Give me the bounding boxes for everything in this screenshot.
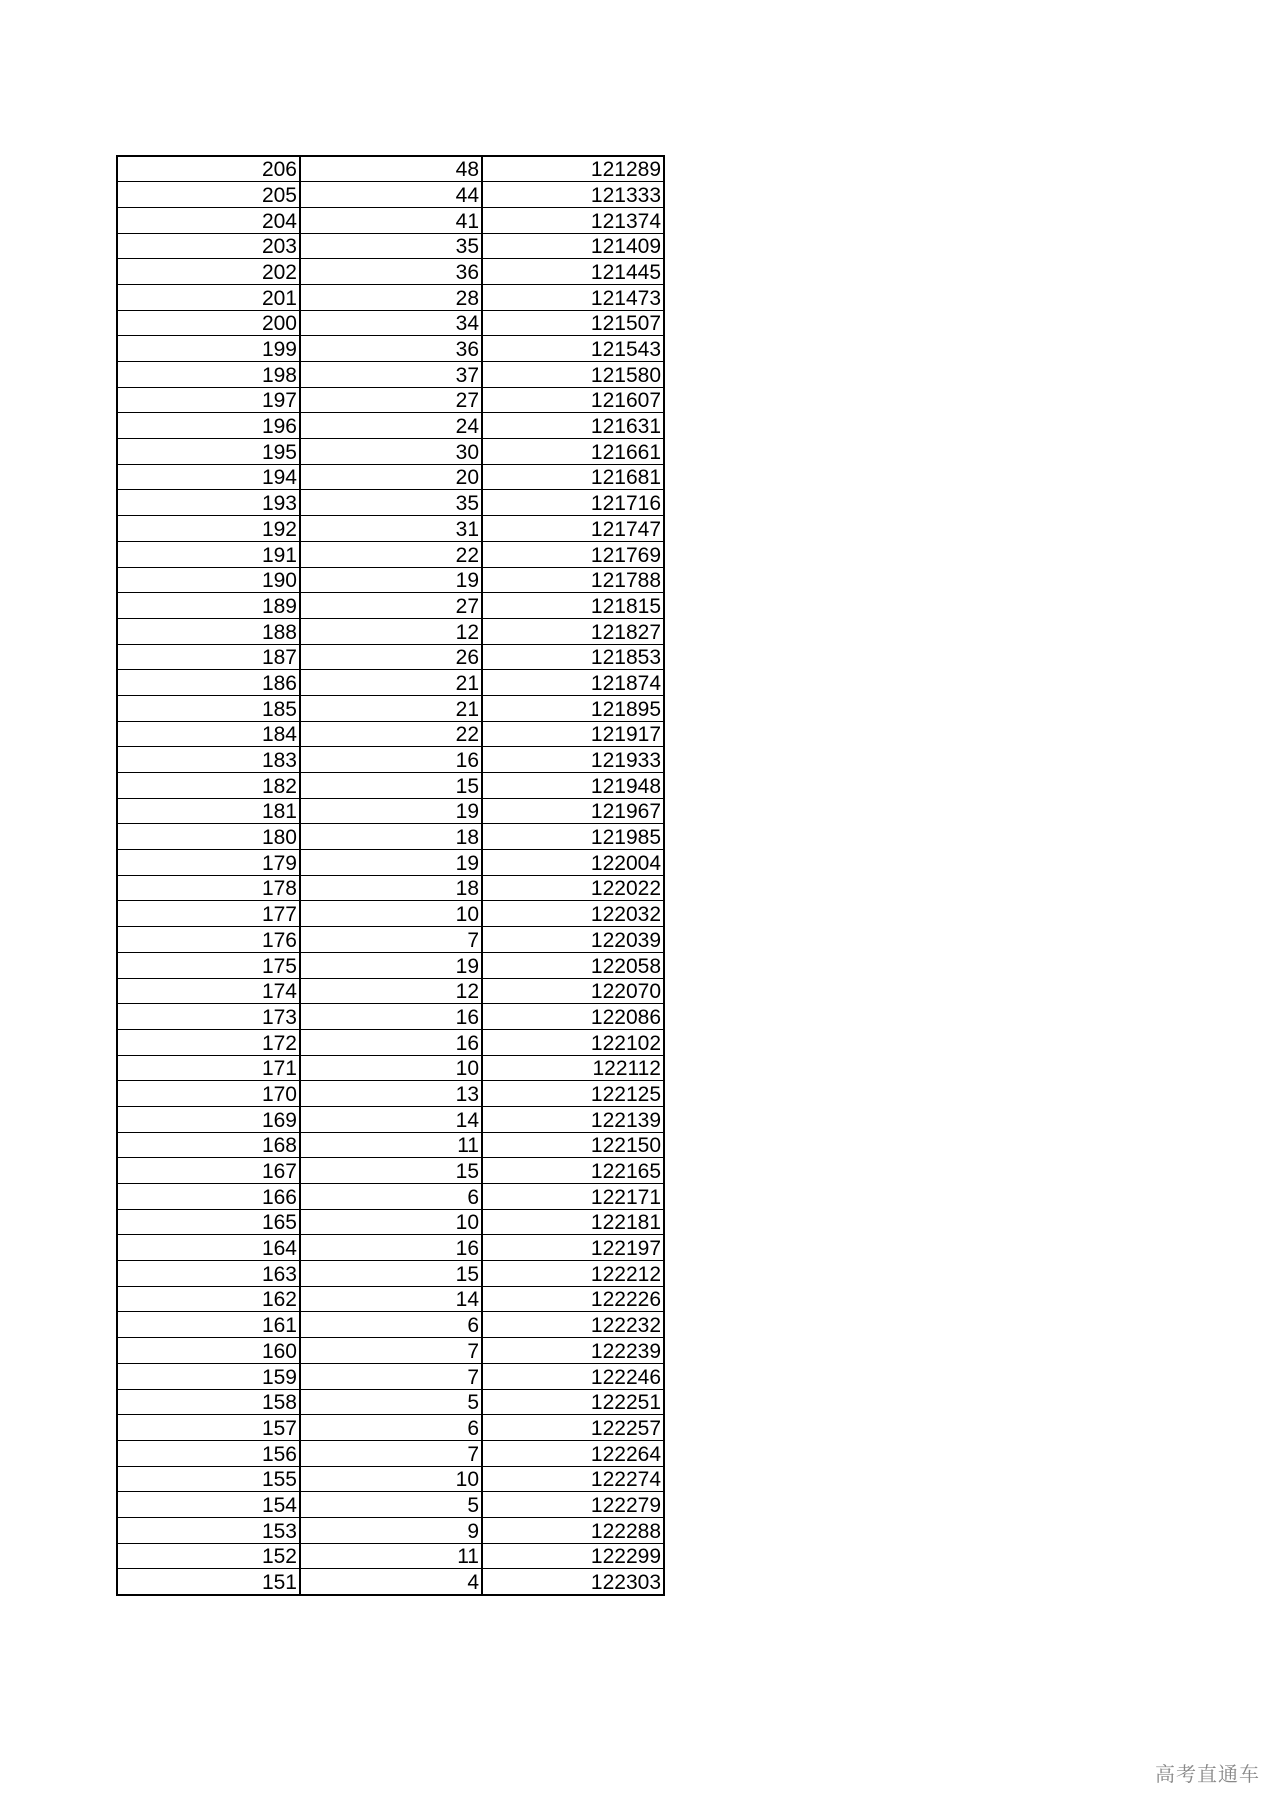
score-cell: 173 <box>117 1004 300 1030</box>
count-cell: 16 <box>300 747 482 773</box>
table-row <box>117 798 664 824</box>
cumulative-cell: 121409 <box>482 233 664 259</box>
table-row <box>117 1389 664 1415</box>
count-cell: 15 <box>300 1158 482 1184</box>
table-row <box>117 1158 664 1184</box>
count-cell: 36 <box>300 336 482 362</box>
cumulative-cell: 121874 <box>482 670 664 696</box>
score-cell: 195 <box>117 439 300 465</box>
cumulative-cell: 122246 <box>482 1363 664 1389</box>
count-cell: 9 <box>300 1517 482 1543</box>
count-cell: 11 <box>300 1543 482 1569</box>
table-row <box>117 593 664 619</box>
cumulative-cell: 122171 <box>482 1184 664 1210</box>
count-cell: 22 <box>300 721 482 747</box>
cumulative-cell: 121607 <box>482 387 664 413</box>
count-cell: 21 <box>300 670 482 696</box>
table-row <box>117 1209 664 1235</box>
cumulative-cell: 122039 <box>482 927 664 953</box>
table-row <box>117 1029 664 1055</box>
cumulative-cell: 121374 <box>482 207 664 233</box>
table-row <box>117 901 664 927</box>
count-cell: 41 <box>300 207 482 233</box>
table-row <box>117 259 664 285</box>
count-cell: 19 <box>300 952 482 978</box>
table-row <box>117 413 664 439</box>
table-row <box>117 747 664 773</box>
score-cell: 152 <box>117 1543 300 1569</box>
count-cell: 10 <box>300 1466 482 1492</box>
table-row <box>117 336 664 362</box>
count-cell: 10 <box>300 1209 482 1235</box>
count-cell: 6 <box>300 1415 482 1441</box>
table-row <box>117 773 664 799</box>
table-row <box>117 1106 664 1132</box>
score-cell: 201 <box>117 284 300 310</box>
cumulative-cell: 121289 <box>482 156 664 182</box>
score-cell: 169 <box>117 1106 300 1132</box>
score-cell: 180 <box>117 824 300 850</box>
table-row <box>117 1004 664 1030</box>
table-body <box>117 156 664 1595</box>
table-row <box>117 516 664 542</box>
score-cell: 171 <box>117 1055 300 1081</box>
count-cell: 15 <box>300 773 482 799</box>
cumulative-cell: 122004 <box>482 850 664 876</box>
count-cell: 7 <box>300 1363 482 1389</box>
count-cell: 7 <box>300 927 482 953</box>
score-cell: 202 <box>117 259 300 285</box>
table-row <box>117 1363 664 1389</box>
table-row <box>117 1517 664 1543</box>
count-cell: 48 <box>300 156 482 182</box>
score-cell: 161 <box>117 1312 300 1338</box>
table-row <box>117 1286 664 1312</box>
count-cell: 26 <box>300 644 482 670</box>
score-cell: 206 <box>117 156 300 182</box>
score-cell: 179 <box>117 850 300 876</box>
cumulative-cell: 121661 <box>482 439 664 465</box>
score-cell: 189 <box>117 593 300 619</box>
score-cell: 172 <box>117 1029 300 1055</box>
count-cell: 13 <box>300 1081 482 1107</box>
count-cell: 44 <box>300 182 482 208</box>
score-cell: 153 <box>117 1517 300 1543</box>
count-cell: 30 <box>300 439 482 465</box>
cumulative-cell: 122102 <box>482 1029 664 1055</box>
cumulative-cell: 122086 <box>482 1004 664 1030</box>
count-cell: 22 <box>300 541 482 567</box>
count-cell: 24 <box>300 413 482 439</box>
cumulative-cell: 122197 <box>482 1235 664 1261</box>
cumulative-cell: 122274 <box>482 1466 664 1492</box>
score-cell: 170 <box>117 1081 300 1107</box>
table-row <box>117 284 664 310</box>
cumulative-cell: 122058 <box>482 952 664 978</box>
table-row <box>117 644 664 670</box>
score-table <box>116 155 665 1596</box>
count-cell: 35 <box>300 233 482 259</box>
cumulative-cell: 122125 <box>482 1081 664 1107</box>
count-cell: 21 <box>300 695 482 721</box>
score-cell: 193 <box>117 490 300 516</box>
table-row <box>117 362 664 388</box>
table-row <box>117 464 664 490</box>
score-cell: 183 <box>117 747 300 773</box>
table-row <box>117 1261 664 1287</box>
score-cell: 186 <box>117 670 300 696</box>
cumulative-cell: 121507 <box>482 310 664 336</box>
score-cell: 200 <box>117 310 300 336</box>
cumulative-cell: 121631 <box>482 413 664 439</box>
cumulative-cell: 122181 <box>482 1209 664 1235</box>
score-cell: 187 <box>117 644 300 670</box>
cumulative-cell: 122212 <box>482 1261 664 1287</box>
table-row <box>117 952 664 978</box>
cumulative-cell: 122022 <box>482 875 664 901</box>
cumulative-cell: 121933 <box>482 747 664 773</box>
count-cell: 16 <box>300 1235 482 1261</box>
cumulative-cell: 121827 <box>482 618 664 644</box>
count-cell: 27 <box>300 387 482 413</box>
count-cell: 34 <box>300 310 482 336</box>
score-cell: 156 <box>117 1440 300 1466</box>
table-row <box>117 1184 664 1210</box>
table-row <box>117 927 664 953</box>
count-cell: 16 <box>300 1029 482 1055</box>
score-cell: 167 <box>117 1158 300 1184</box>
table-row <box>117 1338 664 1364</box>
count-cell: 28 <box>300 284 482 310</box>
table-row <box>117 310 664 336</box>
watermark: 高考直通车 <box>1155 1762 1260 1786</box>
cumulative-cell: 121333 <box>482 182 664 208</box>
count-cell: 36 <box>300 259 482 285</box>
score-cell: 157 <box>117 1415 300 1441</box>
table-row <box>117 233 664 259</box>
cumulative-cell: 121895 <box>482 695 664 721</box>
score-cell: 159 <box>117 1363 300 1389</box>
count-cell: 20 <box>300 464 482 490</box>
table-row <box>117 1132 664 1158</box>
cumulative-cell: 122070 <box>482 978 664 1004</box>
score-cell: 162 <box>117 1286 300 1312</box>
cumulative-cell: 121967 <box>482 798 664 824</box>
table-row <box>117 1440 664 1466</box>
score-cell: 203 <box>117 233 300 259</box>
score-cell: 190 <box>117 567 300 593</box>
table-row <box>117 439 664 465</box>
score-cell: 185 <box>117 695 300 721</box>
table-row <box>117 567 664 593</box>
score-cell: 184 <box>117 721 300 747</box>
cumulative-cell: 121716 <box>482 490 664 516</box>
table-row <box>117 1543 664 1569</box>
cumulative-cell: 121948 <box>482 773 664 799</box>
table-row <box>117 1466 664 1492</box>
table-row <box>117 1081 664 1107</box>
count-cell: 19 <box>300 850 482 876</box>
score-cell: 199 <box>117 336 300 362</box>
cumulative-cell: 122139 <box>482 1106 664 1132</box>
count-cell: 4 <box>300 1569 482 1595</box>
cumulative-cell: 122257 <box>482 1415 664 1441</box>
cumulative-cell: 121815 <box>482 593 664 619</box>
score-cell: 163 <box>117 1261 300 1287</box>
cumulative-cell: 121788 <box>482 567 664 593</box>
count-cell: 10 <box>300 901 482 927</box>
cumulative-cell: 122226 <box>482 1286 664 1312</box>
score-cell: 174 <box>117 978 300 1004</box>
count-cell: 27 <box>300 593 482 619</box>
cumulative-cell: 122264 <box>482 1440 664 1466</box>
cumulative-cell: 121445 <box>482 259 664 285</box>
table-row <box>117 182 664 208</box>
table-row <box>117 695 664 721</box>
score-cell: 175 <box>117 952 300 978</box>
count-cell: 18 <box>300 875 482 901</box>
count-cell: 11 <box>300 1132 482 1158</box>
count-cell: 16 <box>300 1004 482 1030</box>
table-row <box>117 721 664 747</box>
table-row <box>117 978 664 1004</box>
cumulative-cell: 122112 <box>482 1055 664 1081</box>
count-cell: 31 <box>300 516 482 542</box>
count-cell: 12 <box>300 978 482 1004</box>
score-cell: 155 <box>117 1466 300 1492</box>
score-cell: 181 <box>117 798 300 824</box>
score-cell: 198 <box>117 362 300 388</box>
score-cell: 154 <box>117 1492 300 1518</box>
count-cell: 14 <box>300 1286 482 1312</box>
count-cell: 6 <box>300 1312 482 1338</box>
count-cell: 19 <box>300 567 482 593</box>
table-row <box>117 1312 664 1338</box>
cumulative-cell: 121853 <box>482 644 664 670</box>
count-cell: 35 <box>300 490 482 516</box>
score-cell: 192 <box>117 516 300 542</box>
score-cell: 188 <box>117 618 300 644</box>
table-row <box>117 387 664 413</box>
cumulative-cell: 121917 <box>482 721 664 747</box>
score-cell: 151 <box>117 1569 300 1595</box>
score-cell: 177 <box>117 901 300 927</box>
score-cell: 165 <box>117 1209 300 1235</box>
score-cell: 196 <box>117 413 300 439</box>
cumulative-cell: 122165 <box>482 1158 664 1184</box>
table-row <box>117 875 664 901</box>
count-cell: 6 <box>300 1184 482 1210</box>
table-row <box>117 1415 664 1441</box>
count-cell: 19 <box>300 798 482 824</box>
cumulative-cell: 122239 <box>482 1338 664 1364</box>
score-cell: 176 <box>117 927 300 953</box>
cumulative-cell: 122303 <box>482 1569 664 1595</box>
score-cell: 160 <box>117 1338 300 1364</box>
table-row <box>117 1492 664 1518</box>
table-row <box>117 618 664 644</box>
table-row <box>117 541 664 567</box>
count-cell: 18 <box>300 824 482 850</box>
score-cell: 194 <box>117 464 300 490</box>
count-cell: 7 <box>300 1440 482 1466</box>
score-cell: 166 <box>117 1184 300 1210</box>
cumulative-cell: 121543 <box>482 336 664 362</box>
cumulative-cell: 122279 <box>482 1492 664 1518</box>
cumulative-cell: 121769 <box>482 541 664 567</box>
table-row <box>117 824 664 850</box>
cumulative-cell: 121473 <box>482 284 664 310</box>
table-row <box>117 670 664 696</box>
table-row <box>117 1569 664 1595</box>
count-cell: 10 <box>300 1055 482 1081</box>
count-cell: 12 <box>300 618 482 644</box>
cumulative-cell: 122299 <box>482 1543 664 1569</box>
score-cell: 205 <box>117 182 300 208</box>
table-row <box>117 1235 664 1261</box>
table-row <box>117 850 664 876</box>
cumulative-cell: 122232 <box>482 1312 664 1338</box>
count-cell: 37 <box>300 362 482 388</box>
score-cell: 178 <box>117 875 300 901</box>
count-cell: 5 <box>300 1389 482 1415</box>
cumulative-cell: 121580 <box>482 362 664 388</box>
table-row <box>117 207 664 233</box>
cumulative-cell: 122288 <box>482 1517 664 1543</box>
score-cell: 168 <box>117 1132 300 1158</box>
table-row <box>117 1055 664 1081</box>
score-cell: 158 <box>117 1389 300 1415</box>
table-row <box>117 490 664 516</box>
table-row <box>117 156 664 182</box>
cumulative-cell: 122251 <box>482 1389 664 1415</box>
count-cell: 5 <box>300 1492 482 1518</box>
cumulative-cell: 122150 <box>482 1132 664 1158</box>
score-cell: 197 <box>117 387 300 413</box>
score-cell: 164 <box>117 1235 300 1261</box>
score-cell: 191 <box>117 541 300 567</box>
score-cell: 204 <box>117 207 300 233</box>
cumulative-cell: 122032 <box>482 901 664 927</box>
score-cell: 182 <box>117 773 300 799</box>
cumulative-cell: 121985 <box>482 824 664 850</box>
count-cell: 15 <box>300 1261 482 1287</box>
count-cell: 14 <box>300 1106 482 1132</box>
count-cell: 7 <box>300 1338 482 1364</box>
cumulative-cell: 121747 <box>482 516 664 542</box>
cumulative-cell: 121681 <box>482 464 664 490</box>
